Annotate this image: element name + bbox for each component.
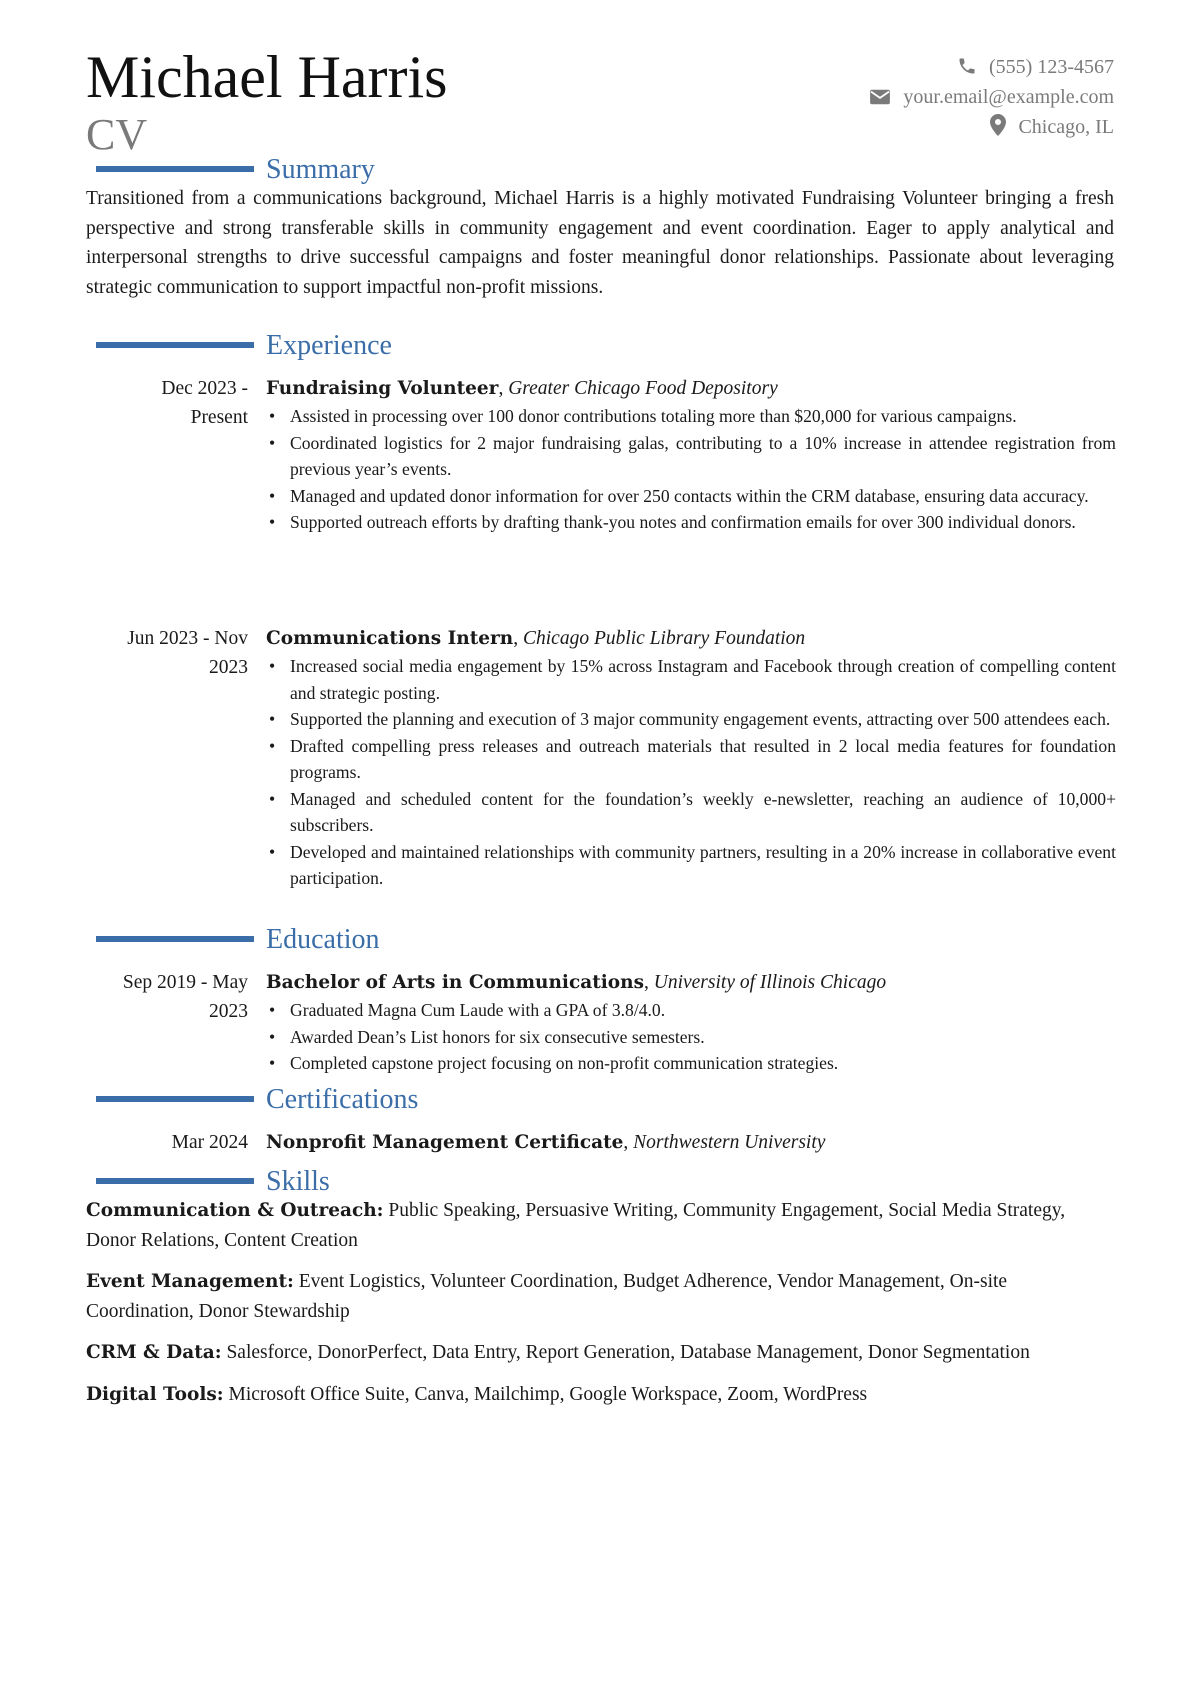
section-title: Certifications [266,1084,419,1115]
document-subtitle: CV [86,110,148,159]
skill-row [86,1267,1114,1326]
list-item: • Completed capstone project focusing on non-profit communication strategies. [266,1050,1116,1077]
entry-bullets [266,997,1116,1077]
section-experience-heading [96,330,1116,364]
contact-location [869,112,1114,142]
entry-role: Communications Intern [266,628,514,649]
list-item: • Graduated Magna Cum Laude with a GPA of 3.8/4.0. [266,997,1116,1024]
entry-role: Fundraising Volunteer [266,378,499,399]
list-item: • Managed and updated donor information for over 250 contacts within the CRM database, ensuring data accuracy. [266,483,1116,510]
section-title: Summary [266,154,375,185]
skills-list [86,1196,1114,1422]
summary-text: Transitioned from a communications background, Michael Harris is a highly motivated Fundraising Volunteer bringing a fresh perspective and strong transferable skills in community engagement and event coordination. Eager to apply analytical and interpersonal strengths to drive successful campaigns and foster meaningful donor relationships. Passionate about leveraging strategic communication to support impactful non-profit missions. [86,188,1114,298]
list-item: • Coordinated logistics for 2 major fundraising galas, contributing to a 10% increase in attendee registration from previous year’s events. [266,430,1116,483]
section-title: Skills [266,1166,330,1197]
section-title: Experience [266,330,392,361]
entry-date [86,374,248,432]
entry-role: Bachelor of Arts in Communications [266,972,644,993]
entry-heading: Communications Intern, Chicago Public Library Foundation [266,628,806,649]
entry-body [266,968,1116,1077]
list-item: • Drafted compelling press releases and outreach materials that resulted in 2 local media features for foundation programs. [266,733,1116,786]
entry-org: University of Illinois Chicago [653,972,887,993]
list-item: • Increased social media engagement by 15% across Instagram and Facebook through creation of compelling content and strategic posting. [266,653,1116,706]
entry-org: Greater Chicago Food Depository [508,378,778,399]
entry-heading: Nonprofit Management Certificate, Northwestern University [266,1132,826,1153]
entry-bullets [266,403,1116,536]
date-line: Dec 2023 - [161,378,248,399]
skill-label: CRM & Data: [86,1342,222,1364]
date-line: Present [190,407,248,428]
skill-value: Event Logistics, Volunteer Coordination, Budget Adherence, Vendor Management, On-site Coordination, Donor Stewardship [86,1271,1008,1322]
entry-date [86,968,248,1026]
skill-label: Event Management: [86,1271,294,1293]
entry-body [266,374,1116,536]
contact-email [869,82,1114,112]
email-text[interactable]: your.email@example.com [903,86,1114,108]
entry-heading: Bachelor of Arts in Communications, University of Illinois Chicago [266,972,887,993]
location-text: Chicago, IL [1018,116,1114,138]
entry-date: Mar 2024 [171,1132,248,1153]
list-item: • Awarded Dean’s List honors for six consecutive semesters. [266,1024,1116,1051]
skill-row [86,1380,1114,1410]
entry-body [266,1128,1116,1157]
list-item: • Supported the planning and execution of 3 major community engagement events, attracting over 500 attendees each. [266,706,1116,733]
section-title: Education [266,924,380,955]
phone-icon [957,56,977,76]
section-accent-bar [96,1178,254,1184]
contact-info [869,52,1114,142]
skill-label: Communication & Outreach: [86,1200,384,1221]
entry-body [266,624,1116,892]
section-accent-bar [96,936,254,942]
section-accent-bar [96,166,254,172]
list-item: • Developed and maintained relationships with community partners, resulting in a 20% increase in collaborative event participation. [266,839,1116,892]
date-line: 2023 [209,1001,248,1022]
section-summary-heading [96,154,1116,188]
section-skills-heading [96,1166,1116,1200]
entry-date [86,624,248,682]
section-certifications-heading [96,1084,1116,1118]
list-item: • Managed and scheduled content for the foundation’s weekly e-newsletter, reaching an audience of 10,000+ subscribers. [266,786,1116,839]
section-accent-bar [96,342,254,348]
section-education-heading [96,924,1116,958]
skill-value: Microsoft Office Suite, Canva, Mailchimp, Google Workspace, Zoom, WordPress [228,1383,868,1405]
skill-row [86,1196,1114,1255]
skill-label: Digital Tools: [86,1383,224,1405]
list-item: • Supported outreach efforts by drafting thank-you notes and confirmation emails for over 300 individual donors. [266,509,1116,536]
skill-row [86,1338,1114,1368]
contact-phone [869,52,1114,82]
entry-org: Chicago Public Library Foundation [522,628,806,649]
entry-role: Nonprofit Management Certificate [266,1132,624,1153]
date-line: Sep 2019 - May [122,972,248,993]
date-line: Jun 2023 - Nov [127,628,248,649]
header [86,42,1114,162]
list-item: • Assisted in processing over 100 donor contributions totaling more than $20,000 for various campaigns. [266,403,1116,430]
date-line: 2023 [209,657,248,678]
entry-bullets [266,653,1116,892]
phone-text[interactable]: (555) 123-4567 [989,56,1114,78]
map-pin-icon [990,114,1006,136]
skill-value: Public Speaking, Persuasive Writing, Community Engagement, Social Media Strategy, Donor Relations, Content Creation [86,1200,1066,1251]
skill-value: Salesforce, DonorPerfect, Data Entry, Report Generation, Database Management, Donor Segmentation [226,1342,1030,1364]
entry-heading: Fundraising Volunteer, Greater Chicago Food Depository [266,378,778,399]
section-accent-bar [96,1096,254,1102]
envelope-icon [869,88,891,106]
entry-org: Northwestern University [633,1132,826,1153]
candidate-name: Michael Harris [86,44,448,110]
